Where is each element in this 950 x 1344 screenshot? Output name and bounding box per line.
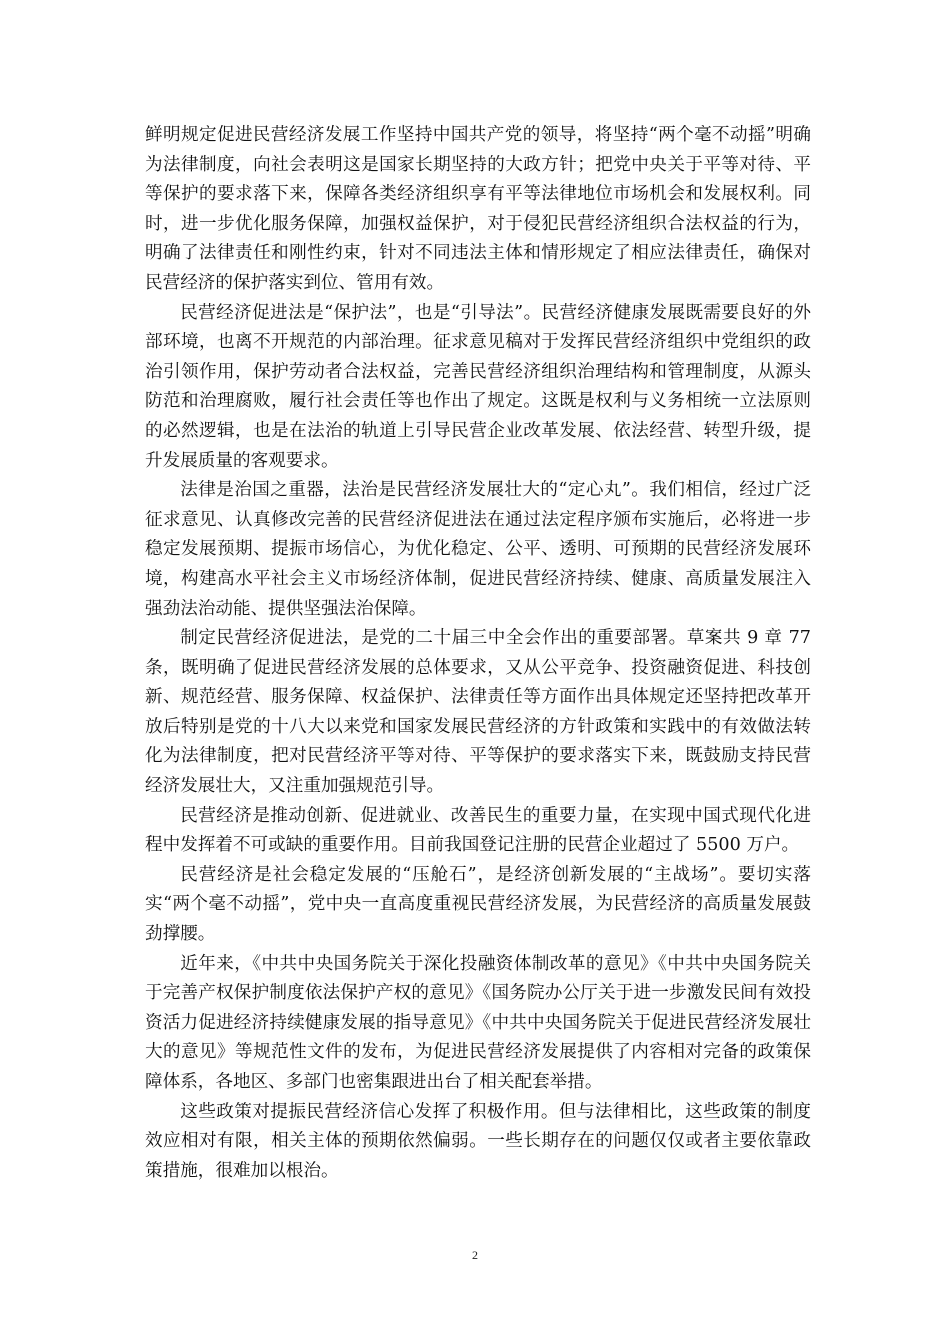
paragraph-6: 民营经济是社会稳定发展的“压舱石”，是经济创新发展的“主战场”。要切实落实“两个毫不动摇”，党中央一直高度重视民营经济发展，为民营经济的高质量发展鼓劲撑腰。 <box>145 864 811 945</box>
paragraph-5: 民营经济是推动创新、促进就业、改善民生的重要力量，在实现中国式现代化进程中发挥着不可或缺的重要作用。目前我国登记注册的民营企业超过了 5500 万户。 <box>145 805 811 856</box>
paragraph-3: 法律是治国之重器，法治是民营经济发展壮大的“定心丸”。我们相信，经过广泛征求意见、认真修改完善的民营经济促进法在通过法定程序颁布实施后，必将进一步稳定发展预期、提振市场信心，为优化稳定、公平、透明、可预期的民营经济发展环境，构建高水平社会主义市场经济体制，促进民营经济持续、健康、高质量发展注入强劲法治动能、提供坚强法治保障。 <box>145 480 811 619</box>
page-number: 2 <box>472 1248 478 1262</box>
paragraph-1: 鲜明规定促进民营经济发展工作坚持中国共产党的领导，将坚持“两个毫不动摇”明确为法律制度，向社会表明这是国家长期坚持的大政方针；把党中央关于平等对待、平等保护的要求落下来，保障各类经济组织享有平等法律地位市场机会和发展权利。同时，进一步优化服务保障，加强权益保护，对于侵犯民营经济组织合法权益的行为，明确了法律责任和刚性约束，针对不同违法主体和情形规定了相应法律责任，确保对民营经济的保护落实到位、管用有效。 <box>145 125 811 293</box>
document-body <box>145 121 811 1186</box>
paragraph-4: 制定民营经济促进法，是党的二十届三中全会作出的重要部署。草案共 9 章 77 条，既明确了促进民营经济发展的总体要求，又从公平竞争、投资融资促进、科技创新、规范经营、服务保障、权益保护、法律责任等方面作出具体规定还坚持把改革开放后特别是党的十八大以来党和国家发展民营经济的方针政策和实践中的有效做法转化为法律制度，把对民营经济平等对待、平等保护的要求落实下来，既鼓励支持民营经济发展壮大，又注重加强规范引导。 <box>145 628 811 797</box>
paragraph-2: 民营经济促进法是“保护法”，也是“引导法”。民营经济健康发展既需要良好的外部环境，也离不开规范的内部治理。征求意见稿对于发挥民营经济组织中党组织的政治引领作用，保护劳动者合法权益，完善民营经济组织治理结构和管理制度，从源头防范和治理腐败，履行社会责任等也作出了规定。这既是权利与义务相统一立法原则的必然逻辑，也是在法治的轨道上引导民营企业改革发展、依法经营、转型升级，提升发展质量的客观要求。 <box>145 302 811 471</box>
paragraph-7: 近年来，《中共中央国务院关于深化投融资体制改革的意见》《中共中央国务院关于完善产权保护制度依法保护产权的意见》《国务院办公厅关于进一步激发民间有效投资活力促进经济持续健康发展的指导意见》《中共中央国务院关于促进民营经济发展壮大的意见》等规范性文件的发布，为促进民营经济发展提供了内容相对完备的政策保障体系，各地区、多部门也密集跟进出台了相关配套举措。 <box>145 953 811 1092</box>
paragraph-8: 这些政策对提振民营经济信心发挥了积极作用。但与法律相比，这些政策的制度效应相对有限，相关主体的预期依然偏弱。一些长期存在的问题仅仅或者主要依靠政策措施，很难加以根治。 <box>145 1101 811 1181</box>
